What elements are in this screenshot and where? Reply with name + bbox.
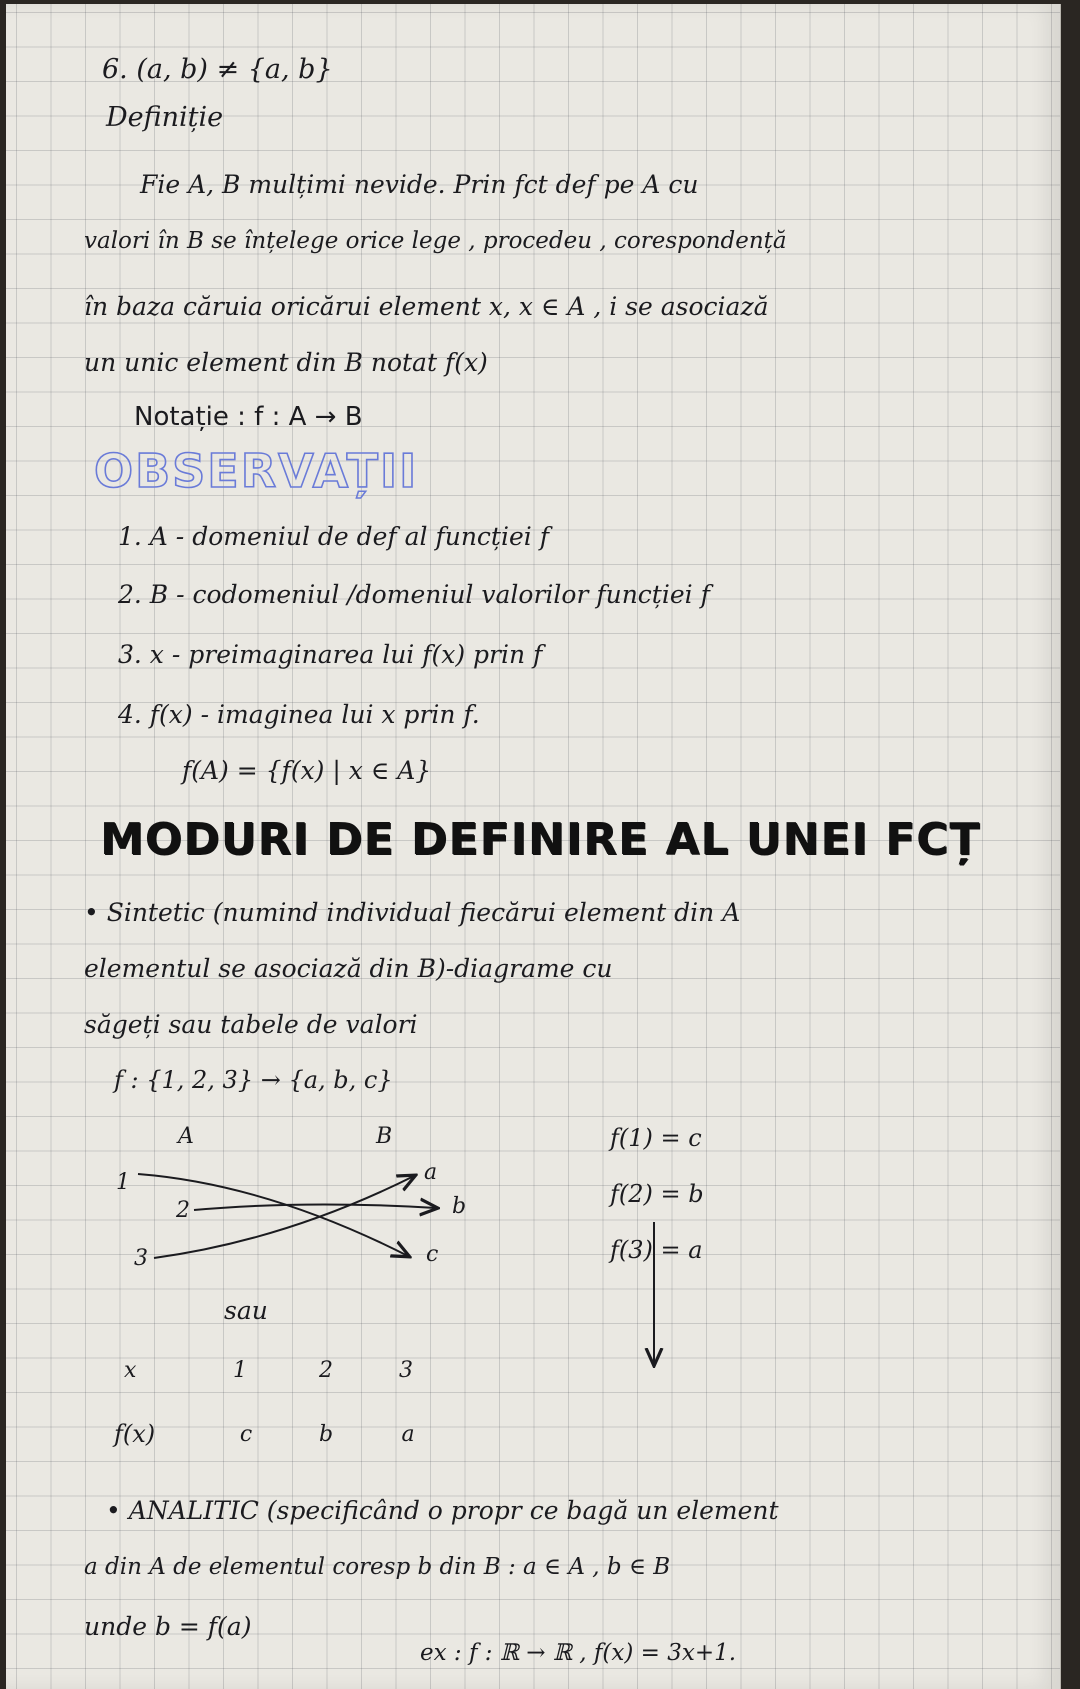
- definition-line-1: Fie A, B mulțimi nevide. Prin fct def pe A cu: [140, 170, 699, 199]
- table-row2-cell-3: a: [401, 1422, 415, 1447]
- analytic-line-1: • ANALITIC (specificând o propr ce bagă un element: [106, 1496, 779, 1525]
- example: ex : f : ℝ → ℝ , f(x) = 3x+1.: [420, 1640, 737, 1666]
- mapping-2: f(2) = b: [610, 1180, 704, 1208]
- section-title: MODURI DE DEFINIRE AL UNEI FCȚ: [100, 814, 981, 865]
- arrow-3-to-a: [154, 1176, 414, 1258]
- observations-title: OBSERVAȚII: [94, 444, 419, 498]
- function-definition: f : {1, 2, 3} → {a, b, c}: [114, 1066, 393, 1094]
- notation: Notație : f : A → B: [134, 402, 363, 432]
- synthetic-line-2: elementul se asociază din B)-diagrame cu: [84, 954, 613, 983]
- codomain-element-a: a: [424, 1160, 438, 1185]
- codomain-element-b: b: [452, 1194, 467, 1219]
- diagram-label-a: A: [178, 1124, 194, 1149]
- image-formula: f(A) = {f(x) | x ∈ A}: [182, 756, 432, 785]
- arrow-2-to-b: [194, 1204, 436, 1210]
- table-row1-cell-2: 2: [319, 1358, 333, 1383]
- table-row1-label: x: [124, 1358, 137, 1383]
- observation-4: 4. f(x) - imaginea lui x prin f.: [118, 700, 480, 729]
- domain-element-2: 2: [176, 1198, 190, 1223]
- table-row2-label: f(x): [114, 1420, 156, 1448]
- definition-title: Definiție: [106, 102, 224, 133]
- notebook-page: [6, 4, 1061, 1689]
- observation-3: 3. x - preimaginarea lui f(x) prin f: [118, 640, 543, 669]
- domain-element-1: 1: [116, 1170, 130, 1195]
- mapping-1: f(1) = c: [610, 1124, 702, 1152]
- heading: 6. (a, b) ≠ {a, b}: [102, 54, 333, 85]
- table-row1-cell-1: 1: [233, 1358, 247, 1383]
- synthetic-line-1: • Sintetic (numind individual fiecărui element din A: [84, 898, 741, 927]
- table-row2-cell-2: b: [318, 1422, 334, 1447]
- diagram-label-b: B: [376, 1124, 393, 1149]
- domain-element-3: 3: [134, 1246, 148, 1271]
- synthetic-line-3: săgeți sau tabele de valori: [84, 1010, 418, 1039]
- or-word: sau: [224, 1296, 268, 1325]
- observation-1: 1. A - domeniul de def al funcției f: [118, 522, 549, 551]
- table-row1-cell-3: 3: [399, 1358, 413, 1383]
- codomain-element-c: c: [426, 1242, 439, 1267]
- analytic-line-2: a din A de elementul coresp b din B : a ∈ A , b ∈ B: [84, 1554, 671, 1580]
- arrow-1-to-c: [138, 1174, 408, 1256]
- mapping-arrows: [6, 4, 1060, 1689]
- mapping-3: f(3) = a: [610, 1236, 703, 1264]
- table-row2-cell-1: c: [239, 1422, 253, 1447]
- definition-line-4: un unic element din B notat f(x): [84, 348, 488, 377]
- definition-line-3: în baza căruia oricărui element x, x ∈ A , i se asociază: [84, 292, 769, 321]
- analytic-line-3: unde b = f(a): [84, 1612, 252, 1641]
- observation-2: 2. B - codomeniul /domeniul valorilor funcției f: [118, 580, 710, 609]
- definition-line-2: valori în B se înțelege orice lege , procedeu , corespondență: [84, 228, 787, 254]
